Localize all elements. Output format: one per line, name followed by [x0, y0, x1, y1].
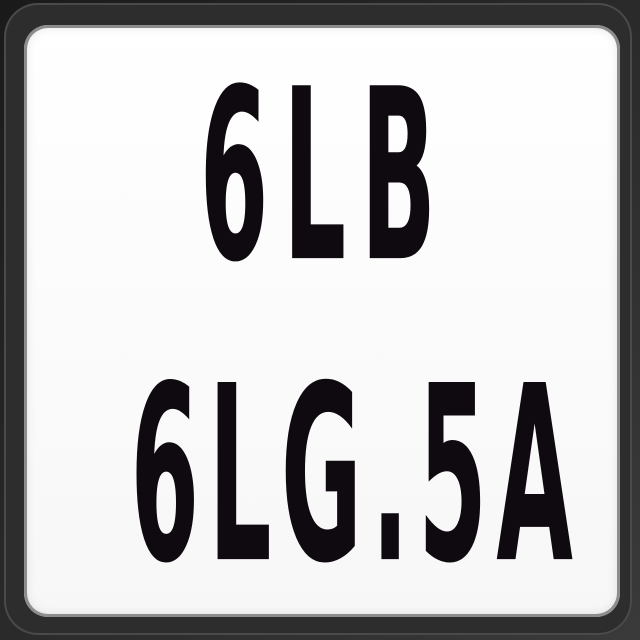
plate-line-1: [24, 40, 620, 315]
plate-line-2-text: 6LG.5A: [130, 335, 583, 618]
plate-line-1-text: 6LB: [199, 40, 451, 315]
plate-face: [24, 25, 620, 617]
license-plate: [4, 3, 632, 635]
plate-line-2: [24, 335, 620, 618]
